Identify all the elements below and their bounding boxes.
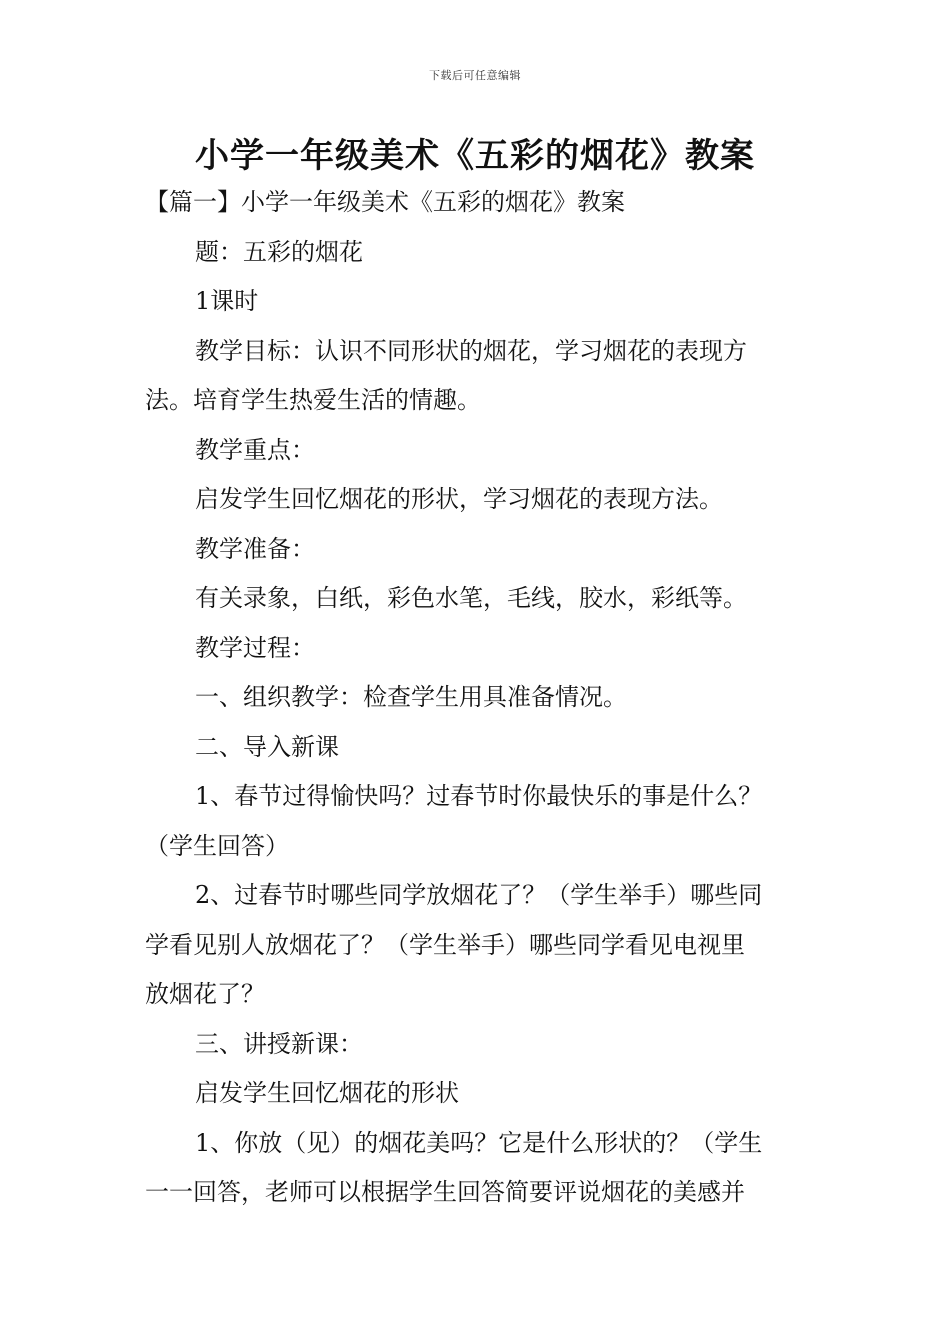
paragraph-line: 题：五彩的烟花 bbox=[195, 237, 363, 266]
paragraph-line: 一、组织教学：检查学生用具准备情况。 bbox=[195, 683, 627, 711]
paragraph-line: 1课时 bbox=[195, 287, 259, 315]
paragraph-line: 教学重点： bbox=[195, 435, 315, 464]
page-header-note: 下载后可任意编辑 bbox=[429, 69, 521, 82]
paragraph-line: 2、过春节时哪些同学放烟花了？（学生举手）哪些同 bbox=[195, 881, 763, 909]
paragraph-line: 有关录象，白纸，彩色水笔，毛线，胶水，彩纸等。 bbox=[195, 584, 747, 612]
paragraph-line: 放烟花了？ bbox=[145, 980, 265, 1008]
paragraph-line: 学看见别人放烟花了？（学生举手）哪些同学看见电视里 bbox=[145, 930, 745, 959]
paragraph-line: 三、讲授新课： bbox=[195, 1029, 363, 1058]
paragraph-line: 1、春节过得愉快吗？过春节时你最快乐的事是什么？ bbox=[195, 782, 763, 810]
paragraph-line: 教学过程： bbox=[195, 633, 315, 662]
document-title: 小学一年级美术《五彩的烟花》教案 bbox=[195, 136, 755, 176]
paragraph-line: 法。培育学生热爱生活的情趣。 bbox=[145, 386, 481, 414]
paragraph-line: 教学准备： bbox=[195, 534, 315, 563]
paragraph-line: 教学目标：认识不同形状的烟花，学习烟花的表现方 bbox=[195, 336, 747, 365]
paragraph-line: 【篇一】小学一年级美术《五彩的烟花》教案 bbox=[145, 188, 625, 216]
paragraph-line: 一一回答，老师可以根据学生回答简要评说烟花的美感并 bbox=[145, 1178, 745, 1206]
paragraph-line: （学生回答） bbox=[145, 831, 289, 860]
paragraph-line: 启发学生回忆烟花的形状 bbox=[195, 1079, 459, 1107]
paragraph-line: 二、导入新课 bbox=[195, 732, 339, 761]
paragraph-line: 1、你放（见）的烟花美吗？它是什么形状的？（学生 bbox=[195, 1128, 763, 1157]
paragraph-line: 启发学生回忆烟花的形状，学习烟花的表现方法。 bbox=[195, 485, 723, 513]
document-body bbox=[145, 178, 810, 1218]
